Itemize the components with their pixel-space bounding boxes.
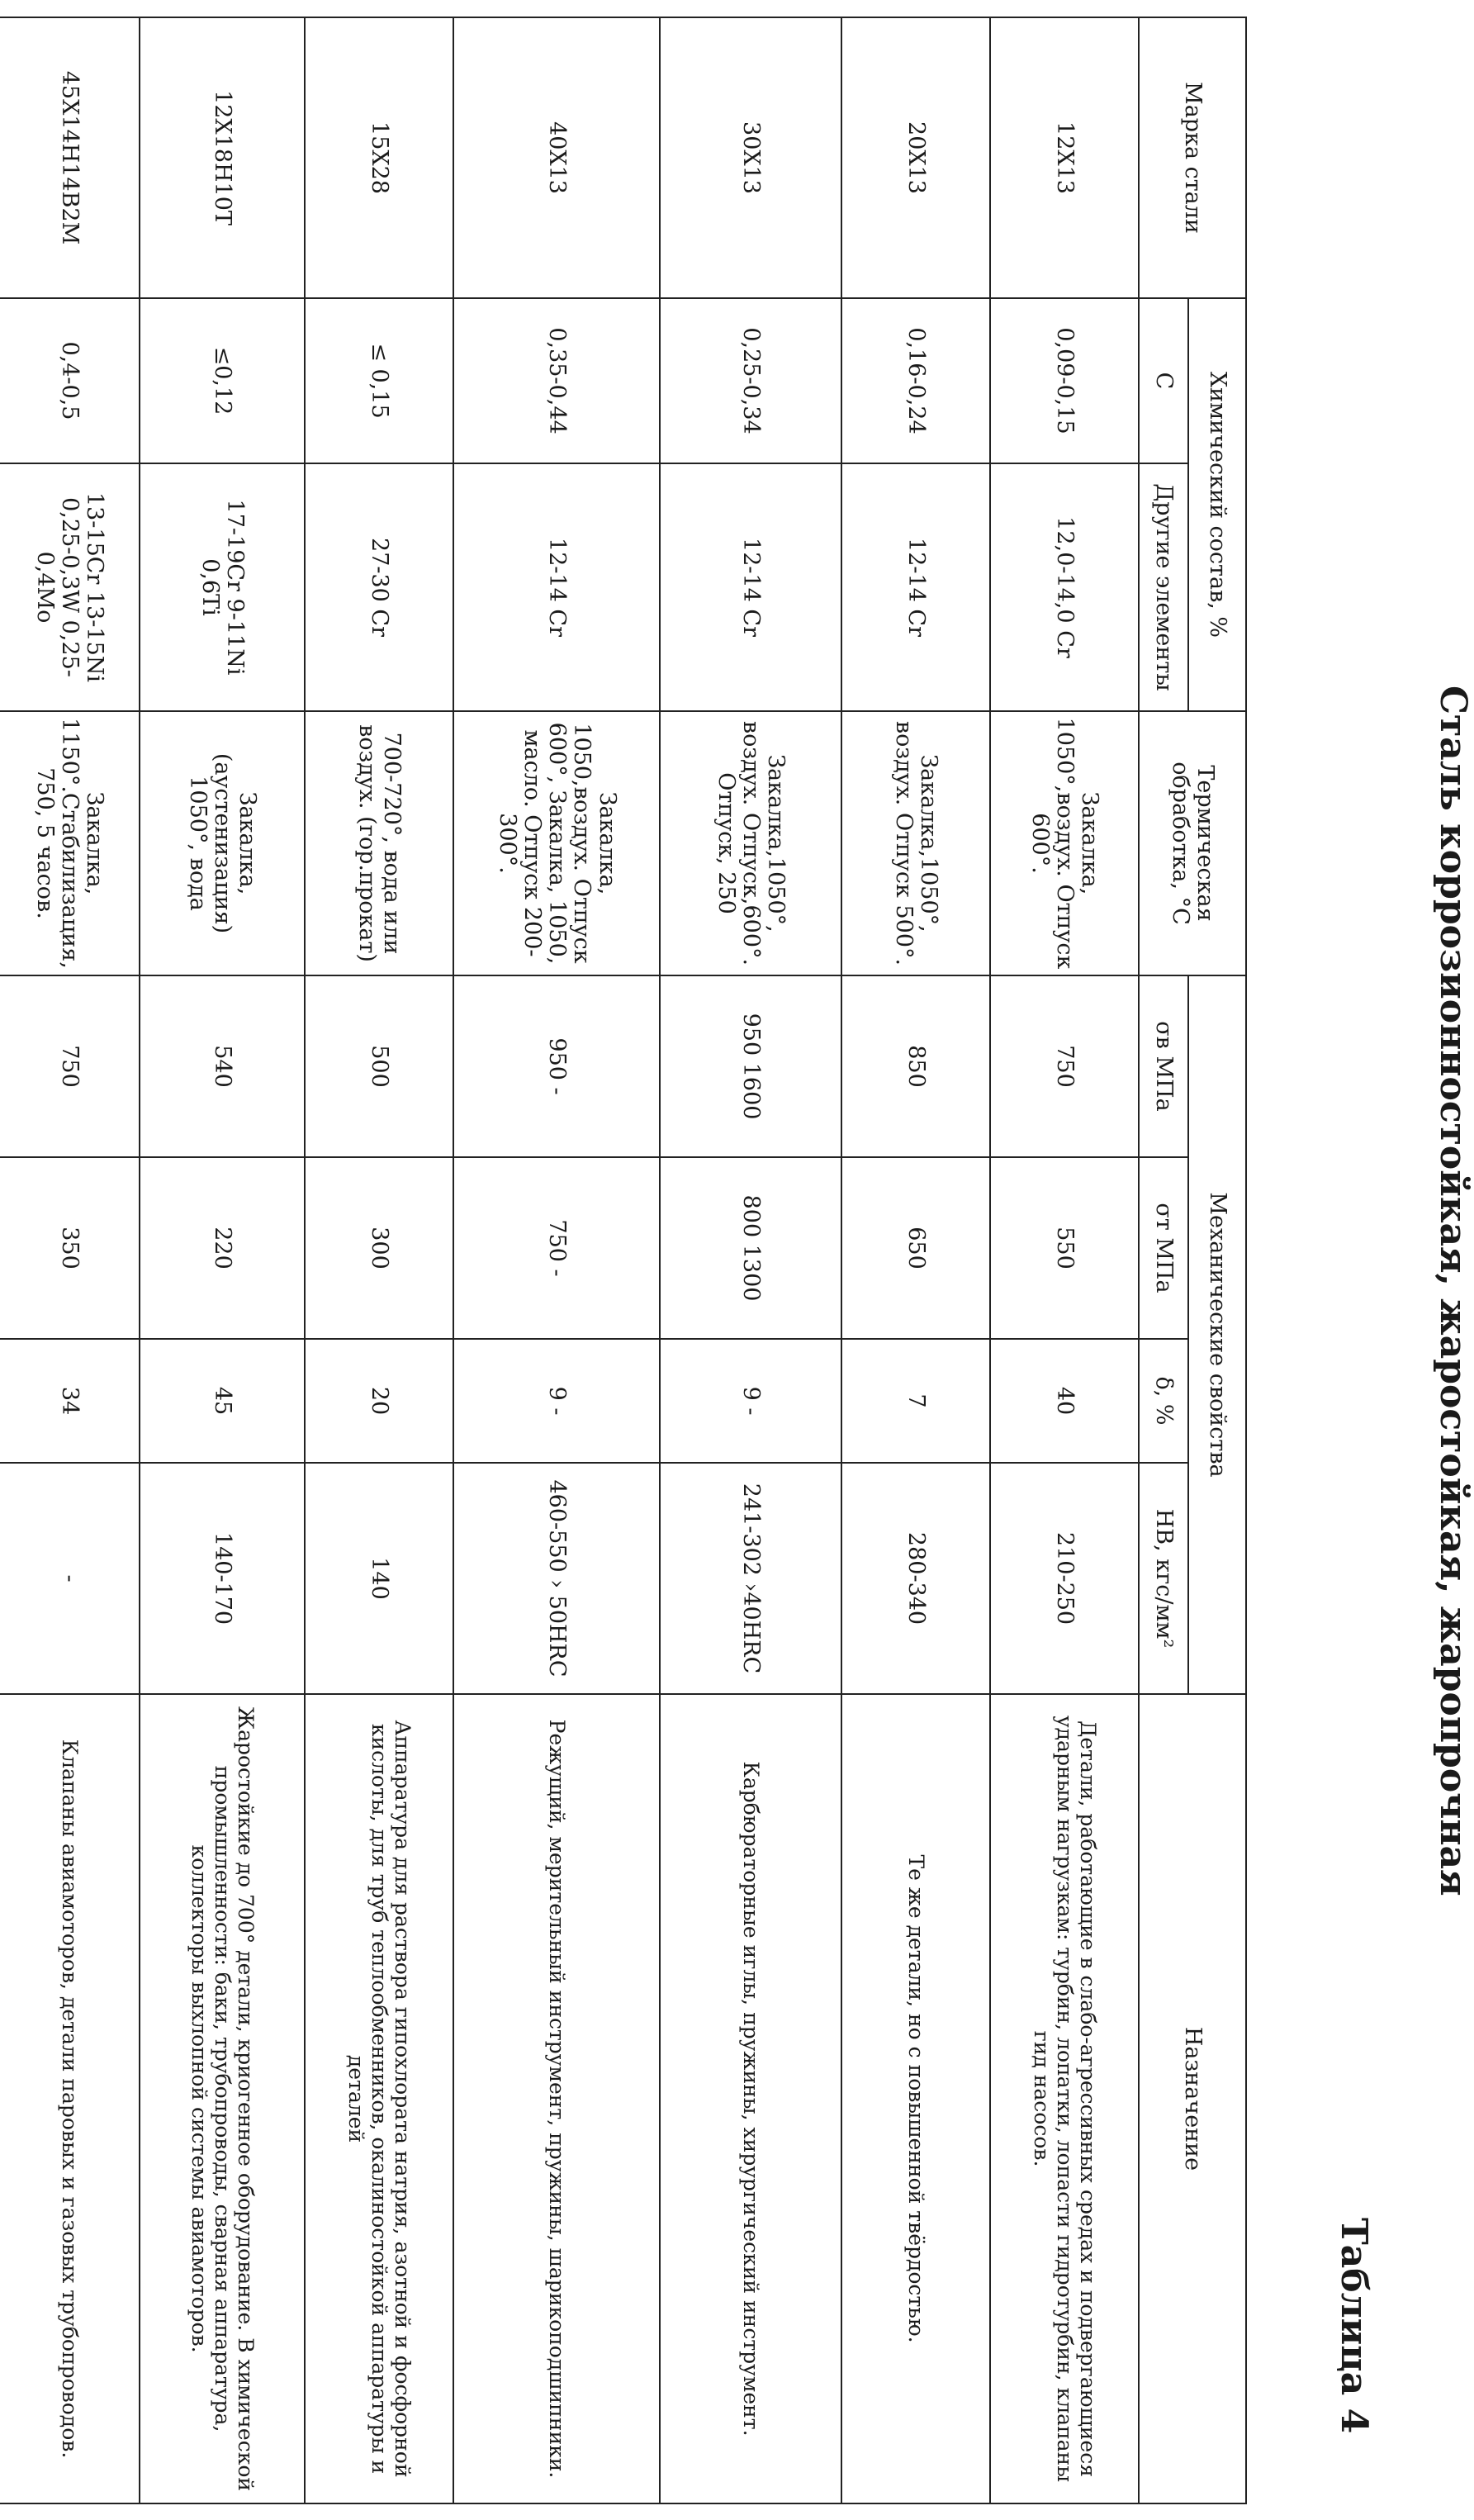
cell-delta: 7 bbox=[841, 1339, 990, 1463]
table-row bbox=[990, 17, 1139, 2503]
cell-carbon: ≤ 0,15 bbox=[305, 298, 453, 463]
header-hb: HB, кгс/мм² bbox=[1139, 1463, 1188, 1694]
cell-delta: 34 bbox=[0, 1339, 140, 1463]
header-sigma-b: σв МПа bbox=[1139, 975, 1188, 1157]
cell-purpose: Карбюраторные иглы, пружины, хирургический инструмент. bbox=[660, 1694, 841, 2503]
page-title: Сталь коррозионностойкая, жаростойкая, жаропрочная bbox=[1432, 686, 1474, 1896]
cell-carbon: 0,4-0,5 bbox=[0, 298, 140, 463]
cell-grade: 12Х13 bbox=[990, 17, 1139, 298]
table-number: Таблица 4 bbox=[1333, 2218, 1375, 2434]
cell-grade: 15Х28 bbox=[305, 17, 453, 298]
cell-carbon: ≤0,12 bbox=[140, 298, 305, 463]
cell-grade: 40Х13 bbox=[453, 17, 660, 298]
header-mech-group: Механические свойства bbox=[1188, 975, 1246, 1694]
cell-purpose: Жаростойкие до 700° детали, криогенное оборудование. В химической промышленности: баки, трубопроводы, сварная аппаратура, коллекторы выхлопной системы авиамоторов. bbox=[140, 1694, 305, 2503]
cell-delta: 9 - bbox=[660, 1339, 841, 1463]
cell-sigma-t: 220 bbox=[140, 1157, 305, 1339]
cell-grade: 45Х14Н14В2М bbox=[0, 17, 140, 298]
cell-other: 17-19Cr 9-11Ni 0,6Ti bbox=[140, 463, 305, 711]
cell-heat: Закалка, 1050,воздух. Отпуск 600°, Закалка, 1050, масло. Отпуск 200-300°. bbox=[453, 711, 660, 975]
table-row bbox=[305, 17, 453, 2503]
cell-hb: 210-250 bbox=[990, 1463, 1139, 1694]
cell-carbon: 0,35-0,44 bbox=[453, 298, 660, 463]
cell-purpose: Клапаны авиамоторов, детали паровых и газовых трубопроводов. bbox=[0, 1694, 140, 2503]
cell-heat: Закалка,1050°, воздух. Отпуск,600°. Отпуск, 250 bbox=[660, 711, 841, 975]
cell-heat: Закалка,1050°, воздух. Отпуск 500°. bbox=[841, 711, 990, 975]
cell-hb: 140-170 bbox=[140, 1463, 305, 1694]
cell-hb: - bbox=[0, 1463, 140, 1694]
cell-sigma-b: 950 1600 bbox=[660, 975, 841, 1157]
cell-delta: 45 bbox=[140, 1339, 305, 1463]
cell-sigma-b: 750 bbox=[990, 975, 1139, 1157]
cell-sigma-t: 300 bbox=[305, 1157, 453, 1339]
cell-sigma-t: 550 bbox=[990, 1157, 1139, 1339]
cell-sigma-b: 540 bbox=[140, 975, 305, 1157]
cell-other: 12-14 Cr bbox=[841, 463, 990, 711]
cell-sigma-b: 950 - bbox=[453, 975, 660, 1157]
header-delta: δ, % bbox=[1139, 1339, 1188, 1463]
header-chem-group: Химический состав, % bbox=[1188, 298, 1246, 711]
cell-delta: 20 bbox=[305, 1339, 453, 1463]
cell-other: 12-14 Cr bbox=[660, 463, 841, 711]
cell-carbon: 0,25-0,34 bbox=[660, 298, 841, 463]
cell-heat: Закалка, 1050°,воздух. Отпуск 600°. bbox=[990, 711, 1139, 975]
table-row bbox=[140, 17, 305, 2503]
cell-delta: 9 - bbox=[453, 1339, 660, 1463]
cell-purpose: Аппаратура для раствора гипохлората натрия, азотной и фосфорной кислоты, для труб теплообменников, окалиностойкой аппаратуры и деталей bbox=[305, 1694, 453, 2503]
steel-table bbox=[0, 17, 1247, 2504]
header-heat-treatment: Термическая обработка, °С bbox=[1139, 711, 1246, 975]
cell-purpose: Детали, работающие в слабо-агрессивных средах и подвергающиеся ударным нагрузкам: турбин, лопатки, лопасти гидротурбин, клапаны гид насосов. bbox=[990, 1694, 1139, 2503]
cell-heat: 700-720°, вода или воздух. (гор.прокат) bbox=[305, 711, 453, 975]
cell-other: 13-15Cr 13-15Ni 0,25-0,3W 0,25-0,4Mo bbox=[0, 463, 140, 711]
table-row bbox=[841, 17, 990, 2503]
cell-hb: 241-302 ›40HRC bbox=[660, 1463, 841, 1694]
table-row bbox=[0, 17, 140, 2503]
table-row bbox=[660, 17, 841, 2503]
table-row bbox=[453, 17, 660, 2503]
cell-sigma-t: 800 1300 bbox=[660, 1157, 841, 1339]
header-other-elements: Другие элементы bbox=[1139, 463, 1188, 711]
cell-sigma-t: 650 bbox=[841, 1157, 990, 1339]
cell-hb: 280-340 bbox=[841, 1463, 990, 1694]
cell-purpose: Те же детали, но с повышенной твёрдостью. bbox=[841, 1694, 990, 2503]
cell-heat: Закалка, 1150°.Стабилизация, 750, 5 часов. bbox=[0, 711, 140, 975]
cell-other: 12,0-14,0 Cr bbox=[990, 463, 1139, 711]
cell-sigma-b: 850 bbox=[841, 975, 990, 1157]
header-purpose: Назначение bbox=[1139, 1694, 1246, 2503]
cell-heat: Закалка, (аустенизация) 1050°, вода bbox=[140, 711, 305, 975]
cell-purpose: Режущий, мерительный инструмент, пружины, шарикоподшипники. bbox=[453, 1694, 660, 2503]
cell-other: 27-30 Cr bbox=[305, 463, 453, 711]
table-rotator bbox=[17, 17, 1247, 2503]
cell-grade: 20Х13 bbox=[841, 17, 990, 298]
cell-sigma-b: 750 bbox=[0, 975, 140, 1157]
cell-carbon: 0,16-0,24 bbox=[841, 298, 990, 463]
cell-hb: 140 bbox=[305, 1463, 453, 1694]
cell-sigma-b: 500 bbox=[305, 975, 453, 1157]
cell-sigma-t: 350 bbox=[0, 1157, 140, 1339]
cell-hb: 460-550 › 50HRC bbox=[453, 1463, 660, 1694]
cell-delta: 40 bbox=[990, 1339, 1139, 1463]
cell-sigma-t: 750 - bbox=[453, 1157, 660, 1339]
header-sigma-t: σт МПа bbox=[1139, 1157, 1188, 1339]
cell-carbon: 0,09-0,15 bbox=[990, 298, 1139, 463]
header-grade: Марка стали bbox=[1139, 17, 1246, 298]
cell-grade: 30Х13 bbox=[660, 17, 841, 298]
header-carbon: C bbox=[1139, 298, 1188, 463]
cell-grade: 12Х18Н10Т bbox=[140, 17, 305, 298]
cell-other: 12-14 Cr bbox=[453, 463, 660, 711]
